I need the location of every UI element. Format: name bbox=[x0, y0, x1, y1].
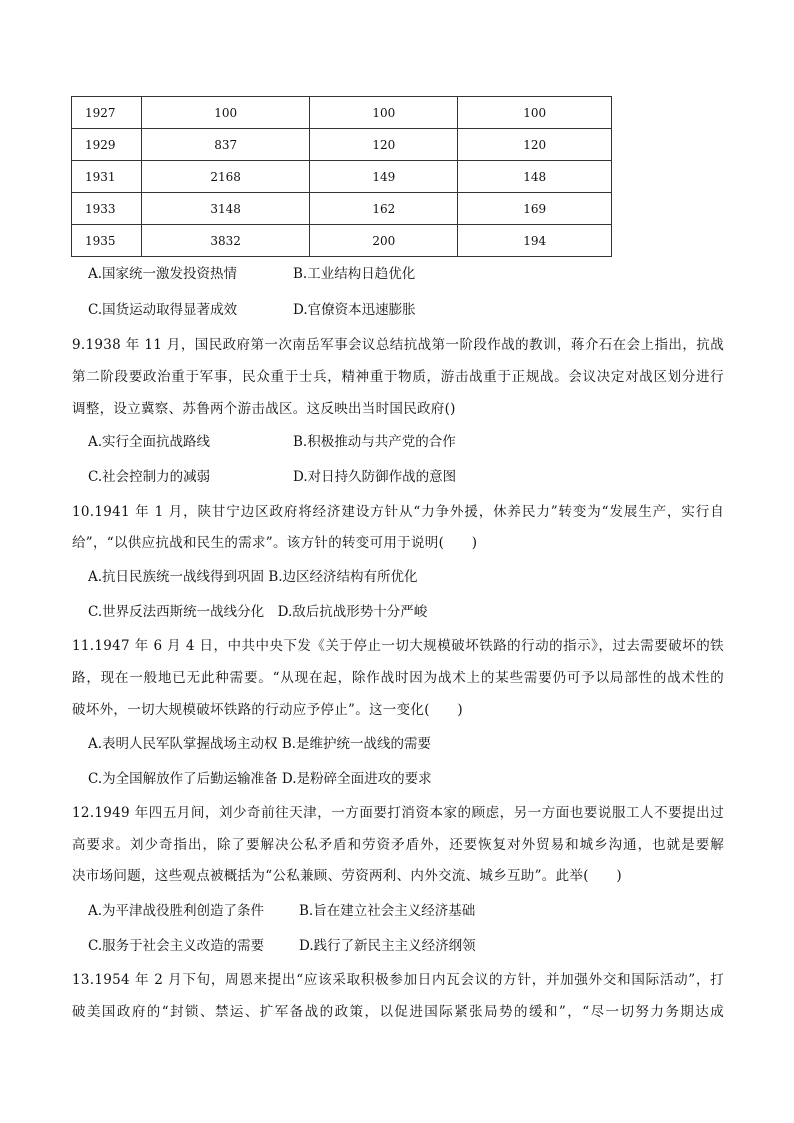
table-row bbox=[72, 129, 612, 161]
q9-option-d: D.对日持久防御作战的意图 bbox=[293, 469, 457, 485]
q12-stem-line: 12.1949 年四五月间，刘少奇前往天津，一方面要打消资本家的顾虑，另一方面也要说服工人不要提出过 bbox=[72, 805, 724, 821]
q13-stem-line: 破美国政府的“封锁、禁运、扩军备战的政策，以促进国际紧张局势的缓和”，“尽一切努力务期达成 bbox=[72, 1004, 724, 1020]
q11-options-cd: C.为全国解放作了后勤运输准备 D.是粉碎全面进攻的要求 bbox=[88, 771, 432, 787]
table-cell: 100 bbox=[458, 97, 612, 129]
q10-stem-line: 10.1941 年 1 月，陕甘宁边区政府将经济建设方针从“力争外援，休养民力”转变为“发展生产，实行自 bbox=[72, 504, 724, 520]
q9-option-c: C.社会控制力的减弱 bbox=[88, 469, 211, 485]
q11-stem-line: 路，现在一般地已无此种需要。“从现在起，除作战时因为战术上的某些需要仍可予以局部性的战术性的 bbox=[72, 670, 724, 686]
q10-options-ab: A.抗日民族统一战线得到巩固 B.边区经济结构有所优化 bbox=[88, 569, 418, 585]
q8-option-a: A.国家统一激发投资热情 bbox=[88, 266, 238, 282]
table-cell: 100 bbox=[141, 97, 309, 129]
q9-stem-line: 调整，设立冀察、苏鲁两个游击战区。这反映出当时国民政府() bbox=[72, 401, 456, 417]
table-cell: 837 bbox=[141, 129, 309, 161]
q9-option-b: B.积极推动与共产党的合作 bbox=[293, 434, 456, 450]
q8-option-d: D.官僚资本迅速膨胀 bbox=[293, 302, 416, 318]
table-cell: 2168 bbox=[141, 161, 309, 193]
table-cell: 169 bbox=[458, 193, 612, 225]
table-row bbox=[72, 161, 612, 193]
q9-option-a: A.实行全面抗战路线 bbox=[88, 434, 211, 450]
table-cell: 1933 bbox=[72, 193, 142, 225]
q9-stem-line: 9.1938 年 11 月，国民政府第一次南岳军事会议总结抗战第一阶段作战的教训，蒋介石在会上指出，抗战 bbox=[72, 337, 724, 353]
table-cell: 149 bbox=[310, 161, 458, 193]
q11-stem-line: 11.1947 年 6 月 4 日，中共中央下发《关于停止一切大规模破坏铁路的行动的指示》，过去需要破坏的铁 bbox=[72, 638, 724, 654]
table-cell: 3148 bbox=[141, 193, 309, 225]
table-cell: 148 bbox=[458, 161, 612, 193]
table-cell: 1929 bbox=[72, 129, 142, 161]
table-cell: 162 bbox=[310, 193, 458, 225]
table-cell: 1927 bbox=[72, 97, 142, 129]
data-table bbox=[71, 96, 612, 257]
q13-stem-line: 13.1954 年 2 月下旬，周恩来提出“应该采取积极参加日内瓦会议的方针，并加强外交和国际活动”，打 bbox=[72, 972, 724, 988]
q8-option-b: B.工业结构日趋优化 bbox=[293, 266, 416, 282]
q9-stem-line: 第二阶段要政治重于军事，民众重于士兵，精神重于物质，游击战重于正规战。会议决定对战区划分进行 bbox=[72, 369, 724, 385]
table-row bbox=[72, 97, 612, 129]
q12-stem-line: 高要求。刘少奇指出，除了要解决公私矛盾和劳资矛盾外，还要恢复对外贸易和城乡沟通，也就是要解 bbox=[72, 837, 724, 853]
q12-option-a: A.为平津战役胜利创造了条件 bbox=[88, 903, 265, 919]
table-cell: 1935 bbox=[72, 225, 142, 257]
table-cell: 120 bbox=[310, 129, 458, 161]
table-cell: 200 bbox=[310, 225, 458, 257]
q11-stem-line: 破坏外，一切大规模破坏铁路的行动应予停止”。这一变化( ) bbox=[72, 702, 463, 718]
q8-option-c: C.国货运动取得显著成效 bbox=[88, 302, 238, 318]
table-cell: 100 bbox=[310, 97, 458, 129]
q12-option-d: D.践行了新民主主义经济纲领 bbox=[299, 938, 476, 954]
q12-option-b: B.旨在建立社会主义经济基础 bbox=[299, 903, 476, 919]
table-cell: 3832 bbox=[141, 225, 309, 257]
q10-options-cd: C.世界反法西斯统一战线分化 D.敌后抗战形势十分严峻 bbox=[88, 604, 428, 620]
table-row bbox=[72, 225, 612, 257]
q11-options-ab: A.表明人民军队掌握战场主动权 B.是维护统一战线的需要 bbox=[88, 736, 432, 752]
table-cell: 1931 bbox=[72, 161, 142, 193]
q12-option-c: C.服务于社会主义改造的需要 bbox=[88, 938, 265, 954]
table-cell: 120 bbox=[458, 129, 612, 161]
table-cell: 194 bbox=[458, 225, 612, 257]
table-row bbox=[72, 193, 612, 225]
q12-stem-line: 决市场问题，这些观点被概括为“公私兼顾、劳资两利、内外交流、城乡互助”。此举( ) bbox=[72, 868, 622, 884]
q10-stem-line: 给”，“以供应抗战和民生的需求”。该方针的转变可用于说明( ) bbox=[72, 535, 478, 551]
